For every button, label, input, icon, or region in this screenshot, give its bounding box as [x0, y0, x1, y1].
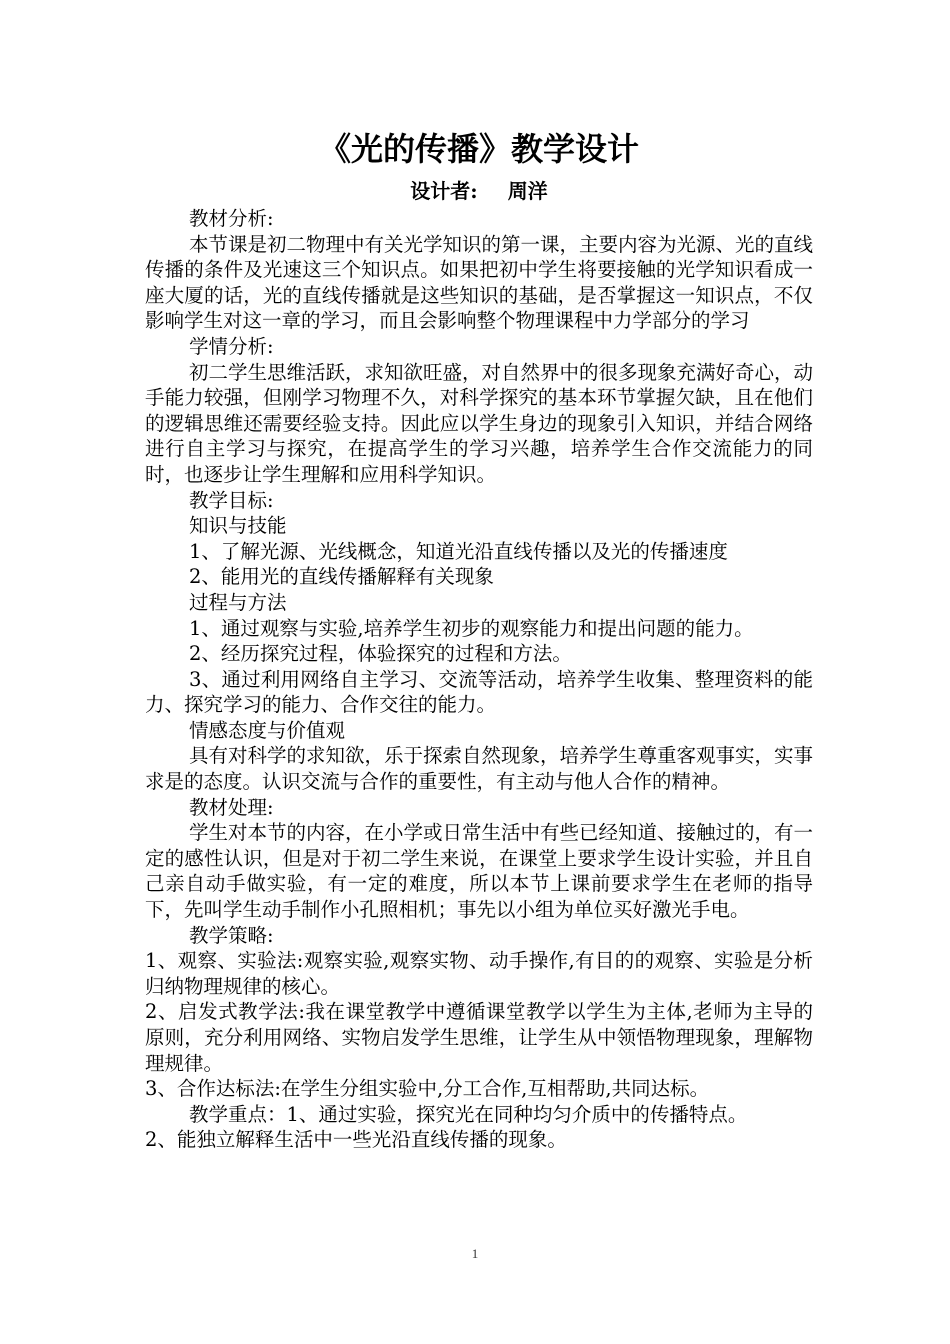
heading-student-analysis: 学情分析: — [189, 334, 274, 358]
goal-item: 3、通过利用网络自主学习、交流等活动，培养学生收集、整理资料的能力、探究学习的能力、合作交往的能力。 — [145, 667, 813, 717]
teaching-focus-item: 2、能独立解释生活中一些光沿直线传播的现象。 — [145, 1128, 567, 1152]
paragraph-student-analysis: 初二学生思维活跃，求知欲旺盛，对自然界中的很多现象充满好奇心，动手能力较强，但刚学习物理不久，对科学探究的基本环节掌握欠缺，且在他们的逻辑思维还需要经验支持。因此应以学生身边的现象引入知识，并结合网络进行自主学习与探究，在提高学生的学习兴趣，培养学生合作交流能力的同时，也逐步让学生理解和应用科学知识。 — [145, 360, 814, 486]
strategy-item: 2、启发式教学法:我在课堂教学中遵循课堂教学以学生为主体,老师为主导的原则，充分利用网络、实物启发学生思维，让学生从中领悟物理现象，理解物理规律。 — [145, 1000, 813, 1075]
goal-item: 2、经历探究过程，体验探究的过程和方法。 — [189, 642, 572, 666]
heading-textbook-analysis: 教材分析: — [189, 207, 274, 230]
strategy-item: 1、观察、实验法:观察实验,观察实物、动手操作,有目的的观察、实验是分析归纳物理规律的核心。 — [145, 949, 813, 998]
heading-teaching-goals: 教学目标: — [189, 488, 274, 512]
designer-name: 周洋 — [507, 179, 548, 203]
goal-item: 1、了解光源、光线概念，知道光沿直线传播以及光的传播速度 — [189, 539, 728, 563]
paragraph-teaching-focus: 教学重点：1、通过实验，探究光在同种均匀介质中的传播特点。 — [189, 1102, 748, 1126]
heading-teaching-strategy: 教学策略: — [189, 923, 274, 947]
subheading-knowledge-skills: 知识与技能 — [189, 514, 287, 538]
document-title: 《光的传播》教学设计 — [318, 130, 639, 168]
goal-item: 1、通过观察与实验,培养学生初步的观察能力和提出问题的能力。 — [189, 616, 754, 640]
paragraph-emotion-values: 具有对科学的求知欲，乐于探索自然现象，培养学生尊重客观事实，实事求是的态度。认识交流与合作的重要性，有主动与他人合作的精神。 — [145, 744, 814, 794]
subheading-emotion-values: 情感态度与价值观 — [189, 718, 346, 742]
designer-line — [145, 178, 813, 204]
paragraph-textbook-processing: 学生对本节的内容，在小学或日常生活中有些已经知道、接触过的，有一定的感性认识，但是对于初二学生来说，在课堂上要求学生设计实验，并且自己亲自动手做实验，有一定的难度，所以本节上课前要求学生在老师的指导下，先叫学生动手制作小孔照相机；事先以小组为单位买好激光手电。 — [145, 821, 814, 922]
goal-item: 2、能用光的直线传播解释有关现象 — [189, 565, 494, 589]
paragraph-textbook-analysis: 本节课是初二物理中有关光学知识的第一课，主要内容为光源、光的直线传播的条件及光速这三个知识点。如果把初中学生将要接触的光学知识看成一座大厦的话，光的直线传播就是这些知识的基础，是否掌握这一知识点，不仅影响学生对这一章的学习，而且会影响整个物理课程中力学部分的学习 — [145, 232, 814, 333]
document-body — [145, 126, 813, 1153]
designer-label: 设计者: — [410, 179, 478, 203]
subheading-process-method: 过程与方法 — [189, 590, 287, 614]
strategy-item: 3、合作达标法:在学生分组实验中,分工合作,互相帮助,共同达标。 — [145, 1077, 710, 1101]
page-number: 1 — [471, 1246, 479, 1261]
heading-textbook-processing: 教材处理: — [189, 795, 274, 819]
